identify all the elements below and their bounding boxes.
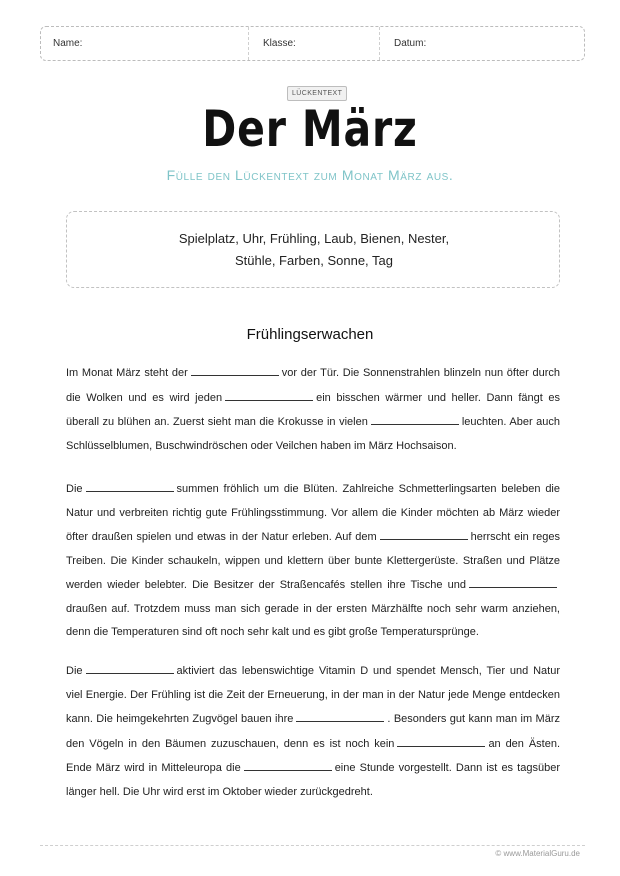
page-subtitle: Fülle den Lückentext zum Monat März aus. <box>166 167 454 183</box>
fill-in-blank[interactable] <box>86 659 174 674</box>
fill-in-blank[interactable] <box>469 573 557 588</box>
text-segment: Im Monat März steht der <box>66 367 188 379</box>
worksheet-type-tag: LÜCKENTEXT <box>287 86 347 101</box>
fill-in-blank[interactable] <box>191 361 279 376</box>
name-label: Name: <box>53 38 83 49</box>
text-segment: an den Ästen. Ende März wird in Mitteleuropa die <box>66 737 560 774</box>
fill-in-blank[interactable] <box>244 756 332 771</box>
text-segment: vor der Tür. Die Sonnenstrahlen blinzeln nun öfter durch die Wolken und es wird jeden <box>66 367 560 404</box>
page-title: Der März <box>202 100 418 158</box>
footer-divider <box>40 845 585 846</box>
paragraph-2 <box>66 477 560 645</box>
date-label: Datum: <box>394 38 427 49</box>
class-label: Klasse: <box>263 38 296 49</box>
text-segment: aktiviert das lebenswichtige Vitamin D und spendet Mensch, Tier und Natur viel Energie. Der Frühling ist die Zeit der Erneuerung, in der man in der Natur jede Menge entdecken kann. Die heimgekehrten Zugvögel bauen ihre <box>66 665 560 725</box>
text-segment: Die <box>66 665 83 677</box>
text-segment: Die <box>66 483 83 495</box>
paragraph-3 <box>66 659 560 804</box>
fill-in-blank[interactable] <box>86 477 174 492</box>
word-bank-line: Stühle, Farben, Sonne, Tag <box>234 253 394 268</box>
fill-in-blank[interactable] <box>397 732 485 747</box>
word-bank <box>66 211 560 288</box>
student-info-header <box>40 26 585 61</box>
header-divider <box>248 27 249 60</box>
text-segment: herrscht ein reges Treiben. Die Kinder schaukeln, wippen und klettern über bunte Klettergerüste. Straßen und Plätze werden wieder belebter. Die Besitzer der Straßencafés stellen ihre Tische und <box>66 531 560 591</box>
text-segment: . Besonders gut kann man im März den Vögeln in den Bäumen zuzuschauen, denn es ist noch kein <box>66 713 560 750</box>
word-bank-line: Spielplatz, Uhr, Frühling, Laub, Bienen, Nester, <box>178 231 450 246</box>
header-divider <box>379 27 380 60</box>
text-segment: leuchten. Aber auch Schlüsselblumen, Buschwindröschen oder Veilchen haben im März Hochsaison. <box>66 416 560 452</box>
section-title: Frühlingserwachen <box>246 326 374 343</box>
fill-in-blank[interactable] <box>371 410 459 425</box>
fill-in-blank[interactable] <box>380 525 468 540</box>
text-segment: ein bisschen wärmer und heller. Dann fängt es überall zu blühen an. Zuerst sieht man die Krokusse in vielen <box>66 391 560 428</box>
text-segment: draußen auf. Trotzdem muss man sich gerade in der ersten Märzhälfte noch sehr warm anziehen, denn die Temperaturen sind oft noch sehr kalt und es gibt große Temperatursprünge. <box>66 602 560 638</box>
copyright-footer: © www.MaterialGuru.de <box>495 849 580 858</box>
text-segment: summen fröhlich um die Blüten. Zahlreiche Schmetterlingsarten beleben die Natur und verbreiten richtig gute Frühlingsstimmung. Vor allem die Kinder möchten ab März wieder öfter draußen spielen und etwas in der Natur erleben. Auf dem <box>66 483 560 543</box>
fill-in-blank[interactable] <box>225 386 313 401</box>
fill-in-blank[interactable] <box>296 707 384 722</box>
text-segment: eine Stunde vorgestellt. Dann ist es tagsüber länger hell. Die Uhr wird erst im Oktober wieder zurückgedreht. <box>66 762 560 798</box>
paragraph-1 <box>66 361 560 458</box>
